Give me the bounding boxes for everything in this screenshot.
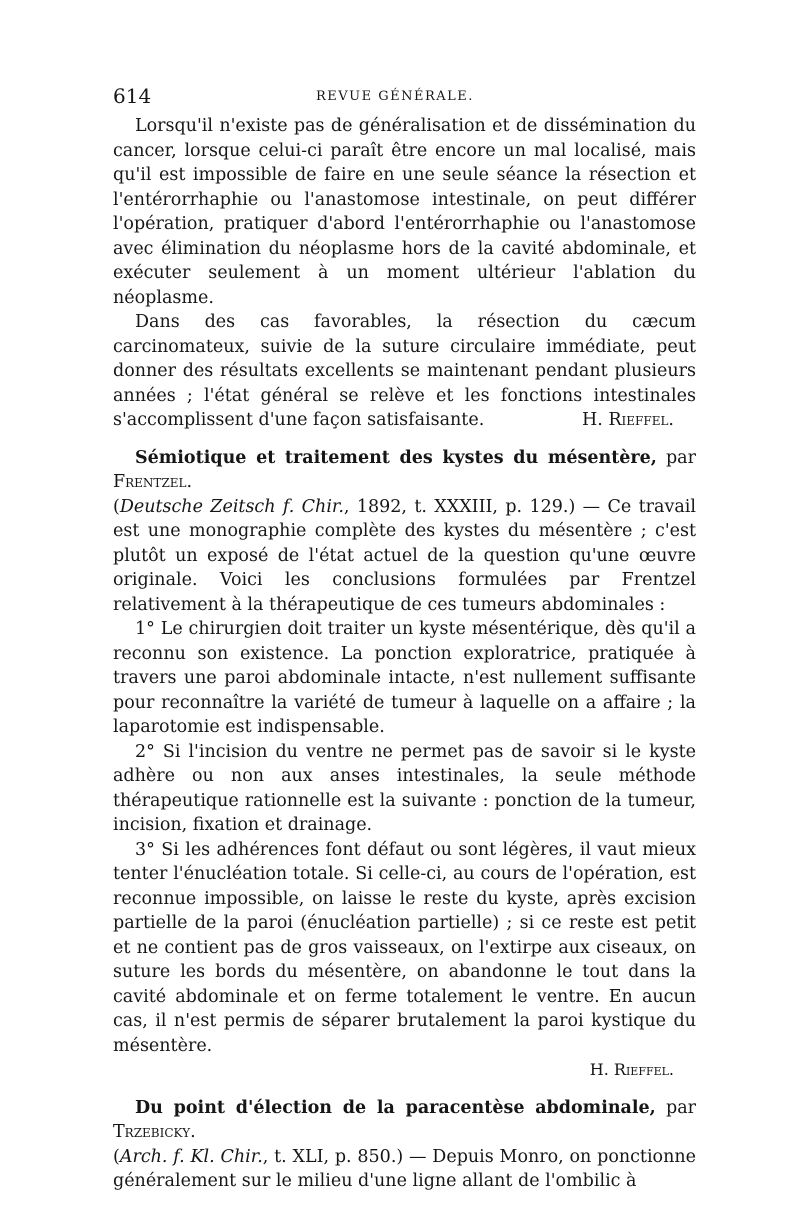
by-word: par bbox=[655, 1097, 696, 1118]
article-paracentesis bbox=[113, 1096, 696, 1194]
running-title: REVUE GÉNÉRALE. bbox=[316, 89, 474, 104]
article-title: Du point d'élection de la paracentèse abdominale, bbox=[135, 1097, 656, 1118]
intro-text: — Ce travail est une monographie complète des kystes du mésentère ; c'est plutôt un exposé de l'état actuel de la question qu'une œuvre originale. Voici les conclusions formulées par Frentzel relativement à la thérapeutique de ces tumeurs abdominales : bbox=[113, 496, 696, 615]
body-text: — Depuis Monro, on ponctionne généralement sur le milieu d'une ligne allant de l'ombilic à bbox=[113, 1146, 696, 1191]
paragraph-text: Dans des cas favorables, la résection du cæcum carcinomateux, suivie de la suture circulaire immédiate, peut donner des résultats excellents se maintenant pendant plusieurs années ; l'état général se relève et les fonctions intestinales s'accomplissent d'une façon satisfaisante. bbox=[113, 312, 696, 430]
article-colon-cancer bbox=[113, 114, 696, 433]
running-head bbox=[113, 84, 696, 110]
page-number: 614 bbox=[113, 84, 152, 108]
article-mesentery-cysts bbox=[113, 446, 696, 1083]
citation: , 1892, t. XXXIII, p. 129.) bbox=[343, 496, 576, 517]
conclusion-1: 1° Le chirurgien doit traiter un kyste mésentérique, dès qu'il a reconnu son existence. La ponction exploratrice, pratiquée à travers une paroi abdominale intacte, n'est nullement suffisante pour reconnaître la variété de tumeur à laquelle on a affaire ; la laparotomie est indispensable. bbox=[113, 619, 696, 737]
journal-name: Arch. f. Kl. Chir. bbox=[119, 1146, 263, 1167]
source-open: ( bbox=[113, 496, 120, 517]
article-author: Trzebicky. bbox=[113, 1122, 196, 1142]
article-title: Sémiotique et traitement des kystes du mésentère, bbox=[135, 447, 657, 468]
conclusion-3: 3° Si les adhérences font défaut ou sont légères, il vaut mieux tenter l'énucléation totale. Si celle-ci, au cours de l'opération, est reconnue impossible, on laisse le reste du kyste, après excision partielle de la paroi (énucléation partielle) ; si ce reste est petit et ne contient pas de gros vaisseaux, on l'extirpe aux ciseaux, on suture les bords du mésentère, on abandonne le tout dans la cavité abdominale et on ferme totalement le ventre. En aucun cas, il n'est permis de séparer brutalement la paroi kystique du mésentère. bbox=[113, 839, 696, 1056]
article-heading bbox=[113, 446, 696, 618]
author-signature: H. Rieffel. bbox=[589, 1060, 674, 1079]
paragraph bbox=[113, 310, 696, 433]
article-author: Frentzel. bbox=[113, 472, 193, 492]
spacer bbox=[113, 433, 696, 446]
journal-name: Deutsche Zeitsch f. Chir. bbox=[119, 496, 344, 517]
conclusion-2: 2° Si l'incision du ventre ne permet pas de savoir si le kyste adhère ou non aux anses intestinales, la seule méthode thérapeutique rationnelle est la suivante : ponction de la tumeur, incision, fixation et drainage. bbox=[113, 741, 696, 835]
spacer bbox=[113, 1083, 696, 1096]
source-open: ( bbox=[113, 1146, 120, 1167]
by-word: par bbox=[656, 447, 696, 468]
author-signature: H. Rieffel. bbox=[581, 410, 674, 430]
paragraph: Lorsqu'il n'existe pas de généralisation et de dissémination du cancer, lorsque celui-ci paraît être encore un mal localisé, mais qu'il est impossible de faire en une seule séance la résection et l'entérorrhaphie ou l'anastomose intestinale, on peut différer l'opération, pratiquer d'abord l'entérorrhaphie ou l'anastomose avec élimination du néoplasme hors de la cavité abdominale, et exécuter seulement à un moment ultérieur l'ablation du néoplasme. bbox=[113, 116, 696, 308]
citation: , t. XLI, p. 850.) bbox=[262, 1146, 404, 1167]
article-heading bbox=[113, 1096, 696, 1194]
